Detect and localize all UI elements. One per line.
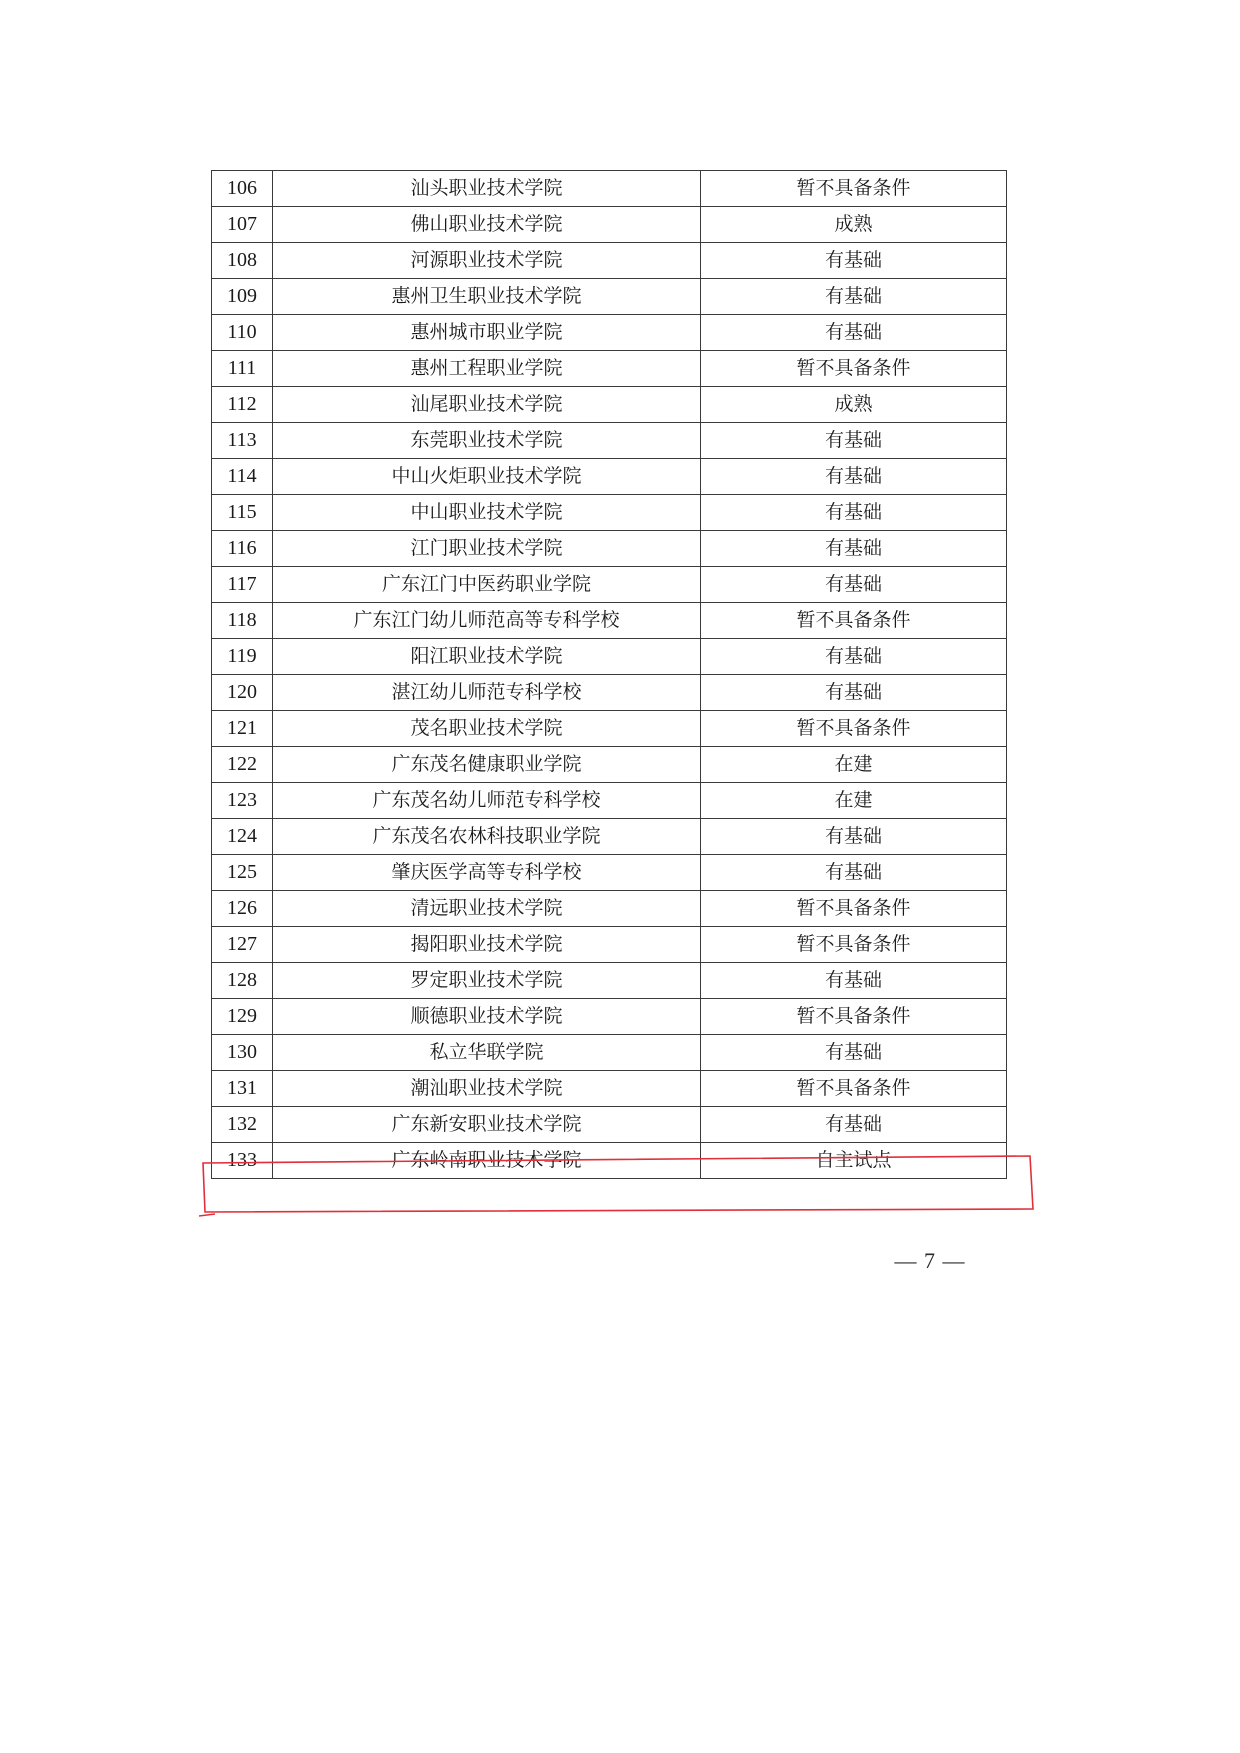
table-row [212, 603, 1007, 639]
institution-name-cell: 惠州工程职业学院 [273, 351, 701, 387]
status-cell: 有基础 [701, 279, 1007, 315]
row-number-cell: 112 [212, 387, 273, 423]
table-row [212, 459, 1007, 495]
row-number-cell: 129 [212, 999, 273, 1035]
row-number-cell: 131 [212, 1071, 273, 1107]
institution-name-cell: 佛山职业技术学院 [273, 207, 701, 243]
status-cell: 有基础 [701, 963, 1007, 999]
status-cell: 有基础 [701, 1035, 1007, 1071]
table-row [212, 783, 1007, 819]
status-cell: 有基础 [701, 675, 1007, 711]
row-number-cell: 123 [212, 783, 273, 819]
status-cell: 暂不具备条件 [701, 999, 1007, 1035]
status-cell: 暂不具备条件 [701, 891, 1007, 927]
institution-name-cell: 清远职业技术学院 [273, 891, 701, 927]
status-cell: 暂不具备条件 [701, 171, 1007, 207]
institution-name-cell: 河源职业技术学院 [273, 243, 701, 279]
status-cell: 成熟 [701, 207, 1007, 243]
row-number-cell: 113 [212, 423, 273, 459]
status-cell: 有基础 [701, 1107, 1007, 1143]
institution-name-cell: 惠州城市职业学院 [273, 315, 701, 351]
row-number-cell: 122 [212, 747, 273, 783]
institution-name-cell: 阳江职业技术学院 [273, 639, 701, 675]
table-row [212, 495, 1007, 531]
status-cell: 有基础 [701, 567, 1007, 603]
row-number-cell: 114 [212, 459, 273, 495]
institution-name-cell: 中山火炬职业技术学院 [273, 459, 701, 495]
row-number-cell: 118 [212, 603, 273, 639]
institution-name-cell: 广东岭南职业技术学院 [273, 1143, 701, 1179]
institution-name-cell: 罗定职业技术学院 [273, 963, 701, 999]
table-row [212, 891, 1007, 927]
table-row [212, 243, 1007, 279]
table-row [212, 315, 1007, 351]
row-number-cell: 130 [212, 1035, 273, 1071]
status-cell: 有基础 [701, 531, 1007, 567]
institution-name-cell: 潮汕职业技术学院 [273, 1071, 701, 1107]
status-cell: 暂不具备条件 [701, 351, 1007, 387]
status-cell: 自主试点 [701, 1143, 1007, 1179]
table-row [212, 423, 1007, 459]
status-cell: 暂不具备条件 [701, 711, 1007, 747]
row-number-cell: 116 [212, 531, 273, 567]
institution-name-cell: 广东江门中医药职业学院 [273, 567, 701, 603]
table-row [212, 567, 1007, 603]
row-number-cell: 133 [212, 1143, 273, 1179]
page-number: — 7 — [894, 1248, 966, 1273]
institution-name-cell: 广东茂名幼儿师范专科学校 [273, 783, 701, 819]
institution-name-cell: 茂名职业技术学院 [273, 711, 701, 747]
row-number-cell: 121 [212, 711, 273, 747]
row-number-cell: 110 [212, 315, 273, 351]
table-row [212, 207, 1007, 243]
institution-table [211, 170, 1007, 1179]
institution-name-cell: 肇庆医学高等专科学校 [273, 855, 701, 891]
institution-name-cell: 广东茂名农林科技职业学院 [273, 819, 701, 855]
status-cell: 有基础 [701, 639, 1007, 675]
status-cell: 有基础 [701, 855, 1007, 891]
status-cell: 有基础 [701, 459, 1007, 495]
status-cell: 有基础 [701, 243, 1007, 279]
row-number-cell: 132 [212, 1107, 273, 1143]
row-number-cell: 125 [212, 855, 273, 891]
row-number-cell: 106 [212, 171, 273, 207]
status-cell: 暂不具备条件 [701, 927, 1007, 963]
row-number-cell: 109 [212, 279, 273, 315]
row-number-cell: 111 [212, 351, 273, 387]
row-number-cell: 127 [212, 927, 273, 963]
status-cell: 在建 [701, 783, 1007, 819]
institution-name-cell: 顺德职业技术学院 [273, 999, 701, 1035]
table-row [212, 711, 1007, 747]
institution-name-cell: 揭阳职业技术学院 [273, 927, 701, 963]
institution-name-cell: 江门职业技术学院 [273, 531, 701, 567]
status-cell: 有基础 [701, 819, 1007, 855]
table-row [212, 675, 1007, 711]
institution-name-cell: 汕尾职业技术学院 [273, 387, 701, 423]
table-row [212, 819, 1007, 855]
table-row [212, 963, 1007, 999]
table-row [212, 1035, 1007, 1071]
table-row [212, 351, 1007, 387]
institution-name-cell: 广东江门幼儿师范高等专科学校 [273, 603, 701, 639]
institution-name-cell: 汕头职业技术学院 [273, 171, 701, 207]
status-cell: 有基础 [701, 315, 1007, 351]
row-number-cell: 107 [212, 207, 273, 243]
table-row [212, 171, 1007, 207]
table-body [212, 171, 1007, 1179]
row-number-cell: 124 [212, 819, 273, 855]
row-number-cell: 119 [212, 639, 273, 675]
table-row [212, 999, 1007, 1035]
institution-name-cell: 私立华联学院 [273, 1035, 701, 1071]
status-cell: 有基础 [701, 423, 1007, 459]
institution-name-cell: 惠州卫生职业技术学院 [273, 279, 701, 315]
table-row [212, 1071, 1007, 1107]
table-row [212, 531, 1007, 567]
institution-name-cell: 湛江幼儿师范专科学校 [273, 675, 701, 711]
table-row [212, 855, 1007, 891]
row-number-cell: 120 [212, 675, 273, 711]
table-row [212, 1143, 1007, 1179]
status-cell: 暂不具备条件 [701, 603, 1007, 639]
status-cell: 有基础 [701, 495, 1007, 531]
status-cell: 暂不具备条件 [701, 1071, 1007, 1107]
institution-name-cell: 广东茂名健康职业学院 [273, 747, 701, 783]
row-number-cell: 128 [212, 963, 273, 999]
table-row [212, 1107, 1007, 1143]
row-number-cell: 115 [212, 495, 273, 531]
table-row [212, 747, 1007, 783]
status-cell: 在建 [701, 747, 1007, 783]
table-row [212, 279, 1007, 315]
institution-name-cell: 东莞职业技术学院 [273, 423, 701, 459]
table-row [212, 639, 1007, 675]
row-number-cell: 108 [212, 243, 273, 279]
table-row [212, 927, 1007, 963]
table-row [212, 387, 1007, 423]
row-number-cell: 126 [212, 891, 273, 927]
status-cell: 成熟 [701, 387, 1007, 423]
institution-name-cell: 广东新安职业技术学院 [273, 1107, 701, 1143]
row-number-cell: 117 [212, 567, 273, 603]
institution-name-cell: 中山职业技术学院 [273, 495, 701, 531]
